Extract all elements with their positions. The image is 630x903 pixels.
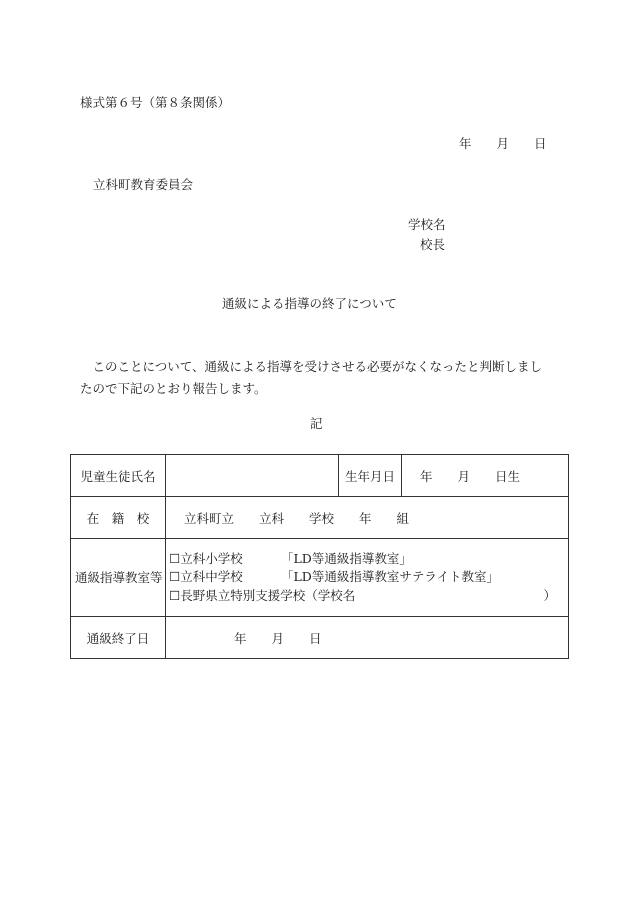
student-name-label: 児童生徒氏名 — [71, 455, 166, 497]
classroom-option[interactable] — [166, 550, 568, 568]
table-row-student-name — [71, 455, 569, 497]
birthdate-label: 生年月日 — [339, 455, 402, 497]
classroom-options — [166, 539, 569, 617]
option-name: ☐長野県立特別支援学校（学校名 — [169, 587, 356, 603]
student-name-field[interactable] — [166, 455, 339, 497]
option-name: ☐立科中学校 — [169, 569, 243, 585]
body-text — [80, 356, 550, 400]
classroom-option[interactable] — [166, 587, 568, 605]
principal-label: 校長 — [420, 237, 446, 252]
enrolled-school-field[interactable]: 立科町立 立科 学校 年 組 — [166, 497, 569, 539]
option-detail: 「LD等通級指導教室サテライト教室」 — [281, 569, 499, 585]
option-detail: 「LD等通級指導教室」 — [281, 551, 412, 567]
school-name-label: 学校名 — [408, 217, 446, 232]
document-title: 通級による指導の終了について — [222, 296, 397, 311]
record-table — [70, 454, 569, 659]
form-number: 様式第６号（第８条関係） — [80, 95, 231, 110]
table-row-classroom — [71, 539, 569, 617]
option-tail: ） — [543, 587, 556, 603]
recipient: 立科町教育委員会 — [93, 177, 194, 192]
ki-label: 記 — [310, 416, 323, 431]
end-date-label: 通級終了日 — [71, 617, 166, 659]
body-text-content: このことについて、通級による指導を受けさせる必要がなくなったと判断しましたので下記のとおり報告します。 — [80, 359, 543, 396]
report-date: 年 月 日 — [459, 136, 547, 151]
option-name: ☐立科小学校 — [169, 551, 243, 567]
table-row-end-date — [71, 617, 569, 659]
classroom-label: 通級指導教室等 — [71, 539, 166, 617]
classroom-option[interactable] — [166, 568, 568, 586]
enrolled-school-label: 在 籍 校 — [71, 497, 166, 539]
birthdate-field[interactable]: 年 月 日生 — [402, 455, 569, 497]
end-date-field[interactable]: 年 月 日 — [166, 617, 569, 659]
table-row-enrolled-school — [71, 497, 569, 539]
